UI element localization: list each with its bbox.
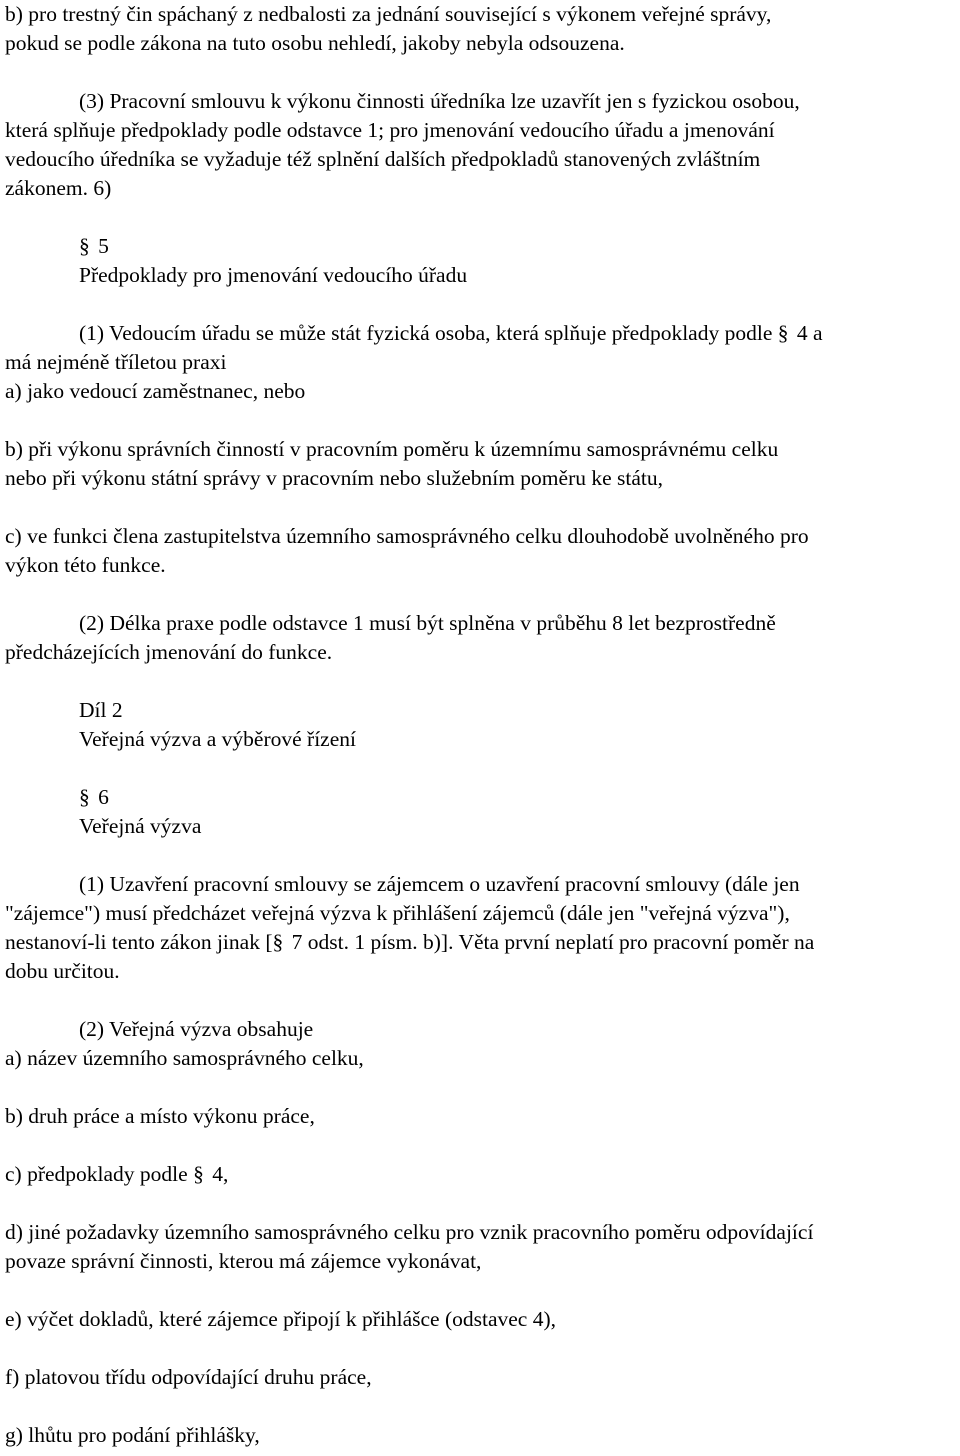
section-sign: § (272, 930, 284, 954)
text-line: předcházejících jmenování do funkce. (5, 640, 333, 664)
part-title: Veřejná výzva a výběrové řízení (79, 727, 356, 751)
list-item: b) druh práce a místo výkonu práce, (5, 1104, 315, 1128)
text-line: b) pro trestný čin spáchaný z nedbalosti za jednání související s výkonem veřejné správy, (5, 2, 772, 26)
paragraph-line: (2) Délka praxe podle odstavce 1 musí být splněna v průběhu 8 let bezprostředně (79, 611, 776, 635)
section-sign: § (193, 1162, 204, 1186)
text-line: která splňuje předpoklady podle odstavce 1; pro jmenování vedoucího úřadu a jmenování (5, 118, 775, 142)
section-heading-6: § 6 (79, 785, 109, 809)
paragraph-3-line: (3) Pracovní smlouvu k výkonu činnosti úředníka lze uzavřít jen s fyzickou osobou, (79, 89, 800, 113)
text-line: výkon této funkce. (5, 553, 166, 577)
text-line: "zájemce") musí předcházet veřejná výzva k přihlášení zájemců (dále jen "veřejná výzva"), (5, 901, 790, 925)
list-item: g) lhůtu pro podání přihlášky, (5, 1423, 260, 1447)
text-line: má nejméně tříletou praxi (5, 350, 227, 374)
section-sign: § (777, 321, 789, 345)
paragraph-line: (1) Uzavření pracovní smlouvy se zájemcem o uzavření pracovní smlouvy (dále jen (79, 872, 800, 896)
paragraph-line: (2) Veřejná výzva obsahuje (79, 1017, 314, 1041)
list-item: e) výčet dokladů, které zájemce připojí k přihlášce (odstavec 4), (5, 1307, 557, 1331)
list-item: a) název územního samosprávného celku, (5, 1046, 364, 1070)
part-heading: Díl 2 (79, 698, 123, 722)
text-line: pokud se podle zákona na tuto osobu nehledí, jakoby nebyla odsouzena. (5, 31, 625, 55)
list-item: d) jiné požadavky územního samosprávného celku pro vznik pracovního poměru odpovídající (5, 1220, 814, 1244)
text-line: zákonem. 6) (5, 176, 112, 200)
section-sign: § (79, 785, 90, 809)
list-item: f) platovou třídu odpovídající druhu práce, (5, 1365, 372, 1389)
list-item: b) při výkonu správních činností v pracovním poměru k územnímu samosprávnému celku (5, 437, 779, 461)
text-line: nebo při výkonu státní správy v pracovním nebo služebním poměru ke státu, (5, 466, 664, 490)
list-item: c) předpoklady podle § 4, (5, 1162, 229, 1186)
section-title: Veřejná výzva (79, 814, 202, 838)
section-sign: § (79, 234, 90, 258)
text-line: povaze správní činnosti, kterou má zájemce vykonávat, (5, 1249, 482, 1273)
text-line: nestanoví-li tento zákon jinak [§ 7 odst. 1 písm. b)]. Věta první neplatí pro pracovní poměr na (5, 930, 815, 954)
paragraph-line: (1) Vedoucím úřadu se může stát fyzická osoba, která splňuje předpoklady podle § 4 a (79, 321, 823, 345)
text-line: dobu určitou. (5, 959, 120, 983)
section-heading-5: § 5 (79, 234, 109, 258)
text-line: vedoucího úředníka se vyžaduje též splnění dalších předpokladů stanovených zvláštním (5, 147, 761, 171)
section-title: Předpoklady pro jmenování vedoucího úřadu (79, 263, 468, 287)
list-item: a) jako vedoucí zaměstnanec, nebo (5, 379, 306, 403)
list-item: c) ve funkci člena zastupitelstva územního samosprávného celku dlouhodobě uvolněného pro (5, 524, 809, 548)
